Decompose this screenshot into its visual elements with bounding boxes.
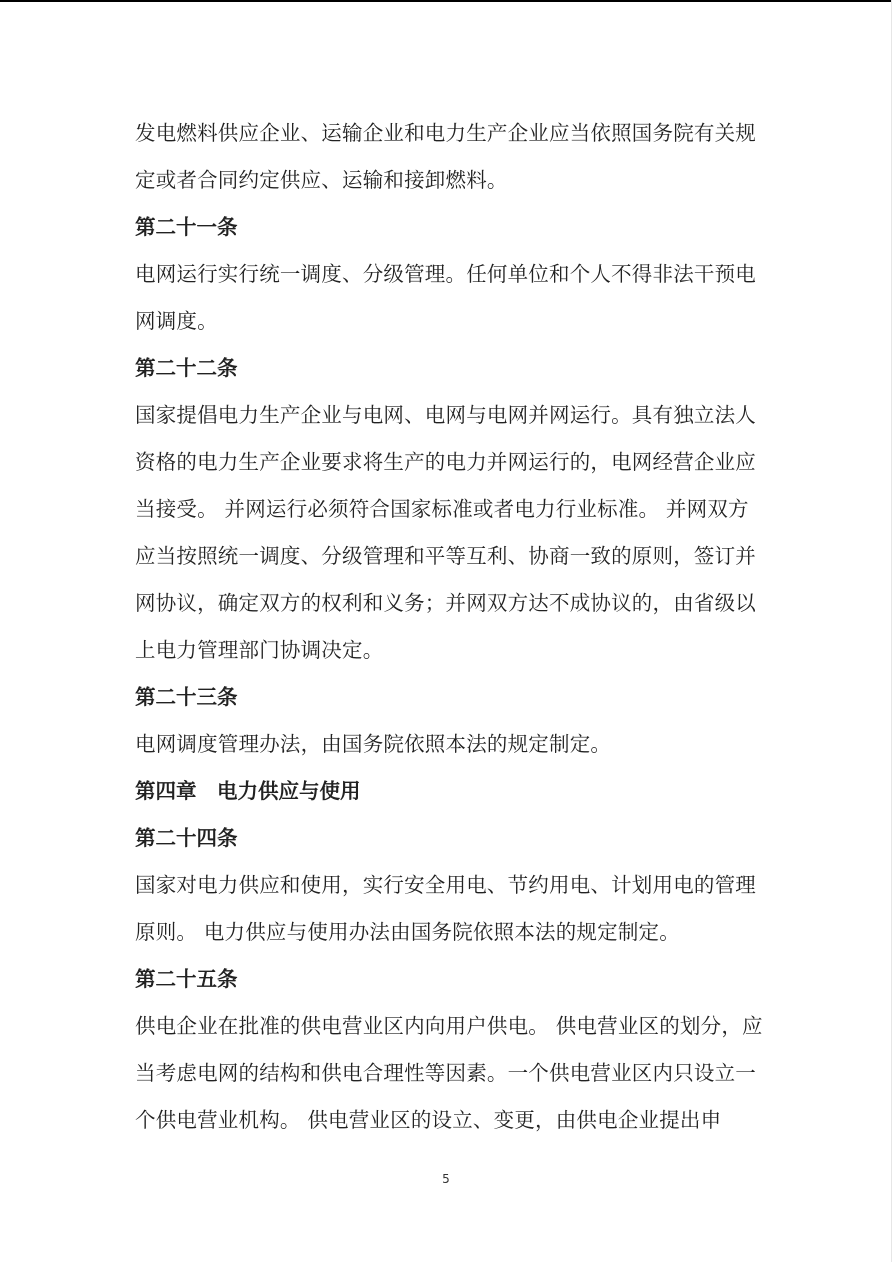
article-heading-25: 第二十五条: [135, 967, 238, 991]
paragraph-article-22: 国家提倡电力生产企业与电网、电网与电网并网运行。具有独立法人资格的电力生产企业要求将生产的电力并网运行的，电网经营企业应当接受。 并网运行必须符合国家标准或者电力行业标准。 并网双方应当按照统一调度、分级管理和平等互利、协商一致的原则，签订并网协议，确定双方的权利和义务；并网双方达不成协议的，由省级以上电力管理部门协调决定。: [135, 403, 756, 662]
chapter-heading-4: 第四章 电力供应与使用: [135, 779, 361, 803]
article-heading-21: 第二十一条: [135, 215, 238, 239]
paragraph-article-24: 国家对电力供应和使用，实行安全用电、节约用电、计划用电的管理原则。 电力供应与使用办法由国务院依照本法的规定制定。: [135, 873, 756, 944]
paragraph-article-25: 供电企业在批准的供电营业区内向用户供电。 供电营业区的划分，应当考虑电网的结构和供电合理性等因素。一个供电营业区内只设立一个供电营业机构。 供电营业区的设立、变更，由供电企业提出申: [135, 1014, 763, 1132]
paragraph-fuel-supply: 发电燃料供应企业、运输企业和电力生产企业应当依照国务院有关规定或者合同约定供应、运输和接卸燃料。: [135, 121, 756, 192]
top-border-line: [0, 0, 892, 2]
paragraph-article-21: 电网运行实行统一调度、分级管理。任何单位和个人不得非法干预电网调度。: [135, 262, 756, 333]
paragraph-article-23: 电网调度管理办法，由国务院依照本法的规定制定。: [135, 732, 612, 756]
page-number: 5: [442, 1172, 450, 1186]
article-heading-24: 第二十四条: [135, 826, 238, 850]
article-heading-22: 第二十二条: [135, 356, 238, 380]
document-body: [135, 110, 765, 1144]
article-heading-23: 第二十三条: [135, 685, 238, 709]
